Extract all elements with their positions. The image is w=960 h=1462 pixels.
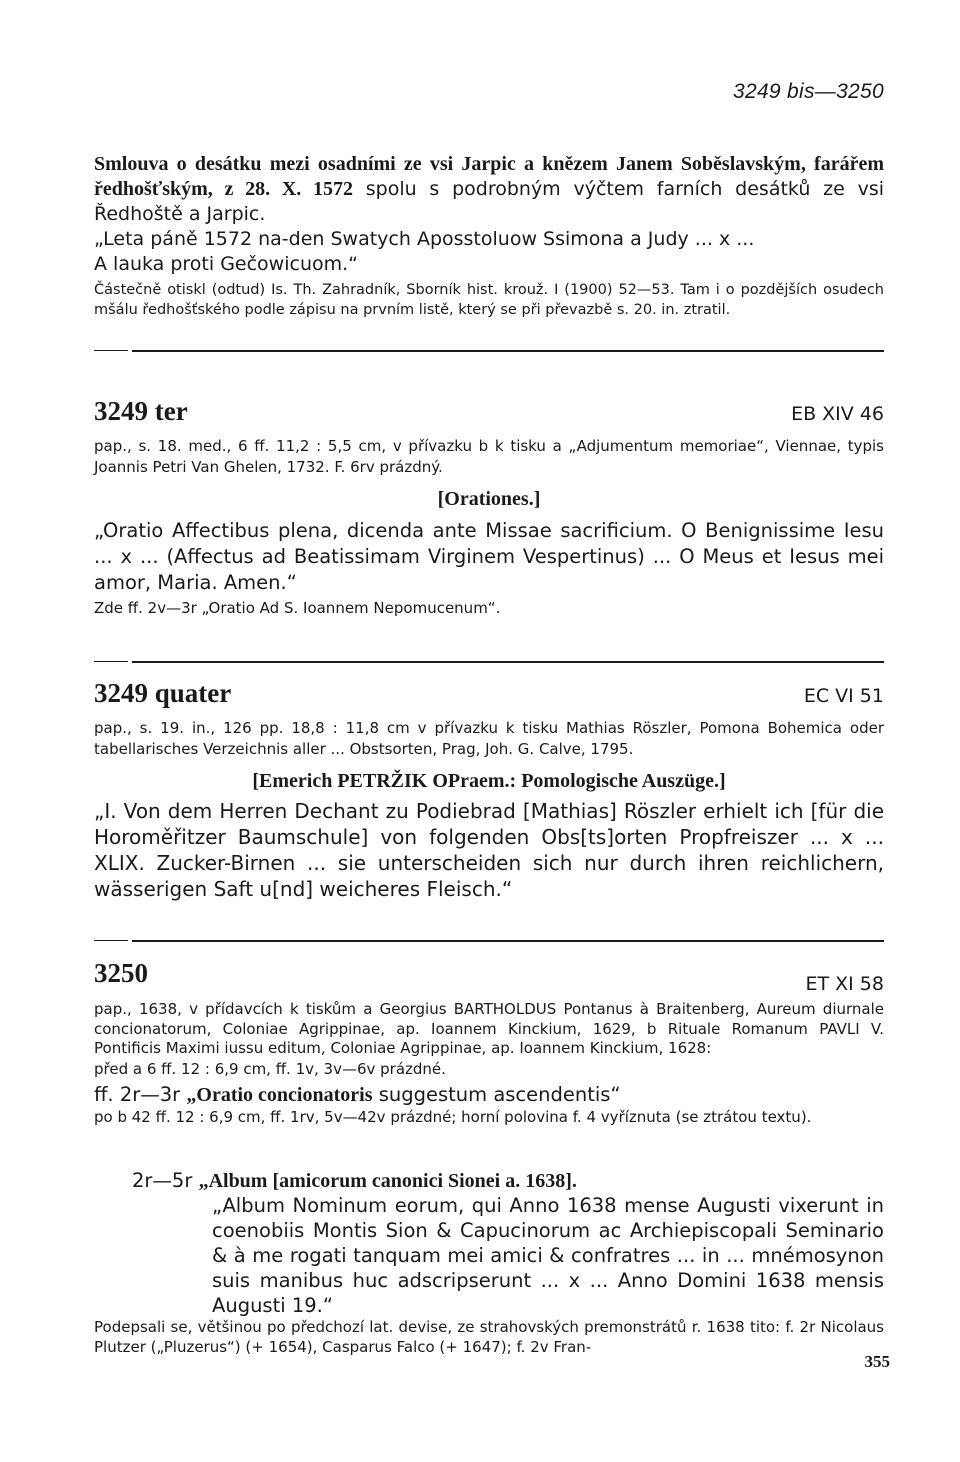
e3250-album-quote bbox=[212, 1193, 884, 1318]
separator-rule bbox=[94, 940, 884, 942]
separator-line bbox=[132, 350, 884, 352]
entry-ter-quote bbox=[94, 518, 884, 618]
separator-rule bbox=[94, 350, 884, 352]
shelf-signature: EC VI 51 bbox=[803, 685, 884, 707]
entry-quater-desc bbox=[94, 718, 884, 760]
separator-dash bbox=[94, 350, 128, 351]
entry-3250-heading bbox=[94, 958, 884, 995]
ter-description: pap., s. 18. med., 6 ff. 11,2 : 5,5 cm, v přívazku b k tisku a „Adjumentum memoriae“, Viennae, typis Joannis Petri Van Ghelen, 1732. F. 6rv prázdný. bbox=[94, 437, 884, 476]
ter-quote: „Oratio Affectibus plena, dicenda ante Missae sacrificium. O Benignissime Iesu ... x ... (Affectus ad Beatissimam Virginem Vespertinus) ... O Meus et Iesus mei amor, Maria. Amen.“ bbox=[94, 519, 884, 594]
entry-quater-quote bbox=[94, 798, 884, 902]
separator-rule bbox=[94, 661, 884, 663]
entry-number: 3249 ter bbox=[94, 396, 188, 426]
album-quote: „Album Nominum eorum, qui Anno 1638 mense Augusti vixerunt in coenobiis Montis Sion & Capucinorum ac Archiepiscopali Seminario & à me rogati tanquam mei amici & confratres ... in ... mnémosynon suis manibus huc adscripserunt ... x ... Anno Domini 1638 mensis Augusti 19.“ bbox=[212, 1194, 884, 1317]
entry-3250-body bbox=[94, 1000, 884, 1127]
ter-title: [Orationes.] bbox=[437, 488, 541, 510]
album-range: 2r—5r bbox=[132, 1169, 193, 1192]
album-title: „Album [amicorum canonici Sionei a. 1638]. bbox=[198, 1170, 577, 1192]
e3250-album-heading bbox=[132, 1168, 884, 1194]
bis-lead-rest: spolu s podrobným výčtem farních desátků ze vsi Ředhoště a Jarpic. bbox=[94, 178, 884, 225]
bis-quote-line-2: A lauka proti Gečowicuom.“ bbox=[94, 253, 359, 275]
e3250-ff-range: ff. 2r—3r bbox=[94, 1082, 181, 1106]
entry-ter-desc bbox=[94, 436, 884, 478]
quater-quote: „I. Von dem Herren Dechant zu Podiebrad [Mathias] Röszler erhielt ich [für die Horoměřitzer Baumschule] von folgenden Obs[ts]orten Propfreiszer ... x ... XLIX. Zucker-Birnen ... sie unterscheiden sich nur durch ihren reichlichern, wässerigen Saft u[nd] weicheres Fleisch.“ bbox=[94, 799, 884, 901]
entry-quater-heading bbox=[94, 678, 884, 709]
e3250-po-b: po b 42 ff. 12 : 6,9 cm, ff. 1rv, 5v—42v prázdné; horní polovina f. 4 vyříznuta (se ztrátou textu). bbox=[94, 1107, 812, 1126]
page-number: 355 bbox=[864, 1352, 890, 1371]
e3250-description: pap., 1638, v přídavcích k tiskům a Georgius BARTHOLDUS Pontanus à Braitenberg, Aureum diurnale concionatorum, Coloniae Agrippinae, ap. Ioannem Kinckium, 1629, b Rituale Romanum PAVLI V. Pontificis Maximi iussu editum, Coloniae Agrippinae, ap. Ioannem Kinckium, 1628: bbox=[94, 1000, 884, 1057]
entry-number: 3250 bbox=[94, 958, 148, 988]
e3250-before-a: před a 6 ff. 12 : 6,9 cm, ff. 1v, 3v—6v prázdné. bbox=[94, 1059, 446, 1078]
separator-line bbox=[132, 940, 884, 942]
separator-dash bbox=[94, 661, 128, 662]
shelf-signature: ET XI 58 bbox=[805, 973, 884, 995]
ter-note: Zde ff. 2v—3r „Oratio Ad S. Ioannem Nepomucenum“. bbox=[94, 599, 501, 617]
bis-note: Částečně otiskl (odtud) Is. Th. Zahradník, Sborník hist. krouž. I (1900) 52—53. Tam i o pozdějších osudech mšálu ředhošťského podle zápisu na prvním listě, který se při převazbě s. 20. in. ztratil. bbox=[94, 282, 884, 318]
e3250-ff-rest: suggestum ascendentis“ bbox=[378, 1082, 621, 1106]
e3250-ff-bold: „Oratio concionatoris bbox=[186, 1083, 373, 1106]
quater-title: [Emerich PETRŽIK OPraem.: Pomologische Auszüge.] bbox=[252, 770, 726, 792]
quater-description: pap., s. 19. in., 126 pp. 18,8 : 11,8 cm v přívazku k tisku Mathias Röszler, Pomona Bohemica oder tabellarisches Verzeichnis aller ... Obstsorten, Prag, Joh. G. Calve, 1795. bbox=[94, 719, 884, 758]
bis-lead bbox=[94, 152, 884, 227]
e3250-signed bbox=[94, 1318, 884, 1357]
entry-ter-heading bbox=[94, 396, 884, 427]
e3250-ff-line bbox=[94, 1082, 884, 1108]
bis-lead-bold: Smlouva o desátku mezi osadními ze vsi Jarpic a knězem Janem Soběslavským, farářem ředhošťským, z 28. X. 1572 bbox=[94, 153, 884, 200]
running-head: 3249 bis—3250 bbox=[732, 80, 884, 103]
entry-bis bbox=[94, 152, 884, 320]
separator-dash bbox=[94, 940, 128, 941]
e3250-signed-note: Podepsali se, většinou po předchozí lat. devise, ze strahovských premonstrátů r. 1638 tito: f. 2r Nicolaus Plutzer („Pluzerus“) (+ 1654), Casparus Falco (+ 1647); f. 2v Fran- bbox=[94, 1318, 884, 1356]
separator-line bbox=[132, 661, 884, 663]
album-heading-line bbox=[132, 1168, 884, 1194]
entry-number: 3249 quater bbox=[94, 678, 232, 708]
shelf-signature: EB XIV 46 bbox=[791, 403, 884, 425]
bis-quote-line-1: „Leta páně 1572 na-den Swatych Aposstoluow Ssimona a Judy ... x ... bbox=[94, 228, 755, 250]
